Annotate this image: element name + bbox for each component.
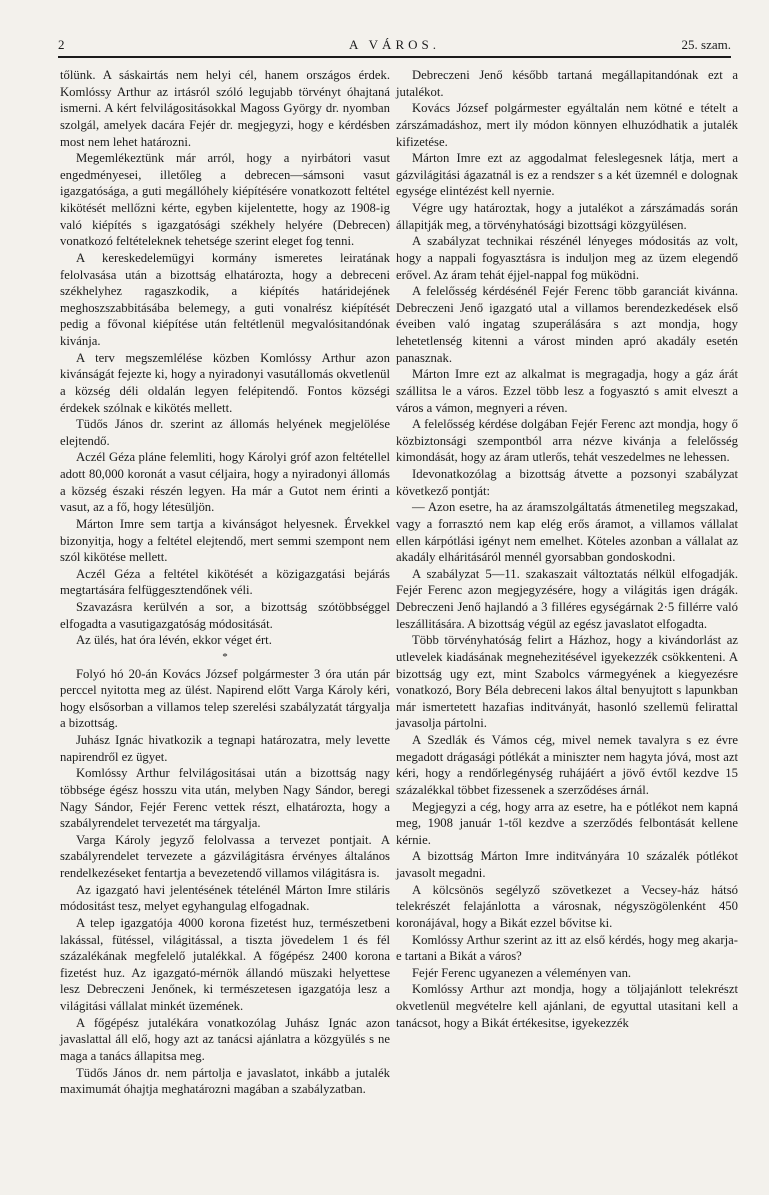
left-paragraph: Juhász Ignác hivatkozik a tegnapi határozatra, mely levette napirendről ez ügyet. xyxy=(60,733,390,764)
right-paragraph: Több törvényhatóság felirt a Házhoz, hogy a kivándorlást az utlevelek kiadásának megnehezitésével igyekezzék csökkenteni. A bizottság ugy ezt, mint Szabolcs vármegyének a kiegyezésre vonatkozó, Bory Béla debreceni lakos által benyujtott s lapunkban már ismertetett hazafias inditványát, hasonló szellemü felirattal javasolja pártolni. xyxy=(396,633,738,731)
right-paragraph: Debreczeni Jenő később tartaná megállapitandónak ezt a jutalékot. xyxy=(396,68,738,99)
issue-number: 25. szam. xyxy=(681,37,731,52)
left-paragraph: A főgépész jutalékára vonatkozólag Juhász Ignác azon javaslattal áll elő, hogy azt az tanácsi ajánlatra a közgyülés s ne maga a tanács állapitsa meg. xyxy=(60,1015,390,1063)
right-paragraph: Végre ugy határoztak, hogy a jutalékot a zárszámadás során állapitják meg, a törvényhatósági bizottsági közgyülésen. xyxy=(396,201,738,232)
right-paragraph: A felelősség kérdésénél Fejér Ferenc több garanciát kivánna. Debreczeni Jenő igazgató utal a villamos berendezkedések első éveiben való ingatag szuperálására s azt mondja, hogy lehetetlenség kitenni a várost minden apró akadály esetén panasznak. xyxy=(396,284,738,365)
left-paragraph: Megemlékeztünk már arról, hogy a nyirbátori vasut engedményesei, illetőleg a debrecen—sámsoni vasut igazgatósága, a guti megállóhely kiépítésére vonatkozott feltétel kikötését mellőzni kérte, egyben kijelentette, hogy az 1908-ig való kiépítés s igazgatósági székhely helyére (Debrecen) vonatkozó feltételeknek tehetsége szerint eleget fog tenni. xyxy=(60,151,390,249)
left-paragraph: A telep igazgatója 4000 korona fizetést huz, természetbeni lakással, fütéssel, világitással, a tiszta jövedelem 1 és fél százalékának megfelelő jutalékkal. A főgépész 2400 korona fizetést huz. Az igazgató-mérnök állandó müszaki helyettese lesz Debreczeni Jenőnek, ki természetesen igazgatója lesz a világitási vállalat minkét üzemének. xyxy=(60,915,390,1013)
left-paragraph: A kereskedelemügyi kormány ismeretes leiratának felolvasása után a bizottság elhatározta, hogy a debreceni székhelyhez ragaszkodik, a kiépítés határidejének meghoszszabbitásába belemegy, a guti vonalrész kiépítését pedig a fővonal kiépítése után feltétlenül megvalósitandónak kivánja. xyxy=(60,250,390,348)
left-paragraph: Az igazgató havi jelentésének tételénél Márton Imre stiláris módositást tesz, melyet egyhangulag elfogadnak. xyxy=(60,882,390,914)
left-paragraph: Tüdős János dr. nem pártolja e javaslatot, inkább a jutalék maximumát óhajtja meghatározni magában a szabályzatban. xyxy=(60,1065,390,1097)
right-paragraph: Megjegyzi a cég, hogy arra az esetre, ha e pótlékot nem kapná meg, 1908 január 1-től kezdve a szerződés felbontását kellene kérnie. xyxy=(396,799,738,847)
right-paragraph: A kölcsönös segélyző szövetkezet a Vecsey-ház hátsó telekrészét felajánlotta a városnak, négyszögölenként 450 koronájával, hogy a Bikát ezzel bővitse ki. xyxy=(396,882,738,930)
page-number: 2 xyxy=(58,37,65,52)
right-paragraph: Komlóssy Arthur szerint az itt az első kérdés, hogy meg akarja-e tartani a Bikát a város? xyxy=(396,932,738,964)
right-paragraph: — Azon esetre, ha az áramszolgáltatás átmenetileg megszakad, vagy a forrasztó nem kap elég erős áramot, a villamos vállalat ellen kárpótlási igényt nem emelhet. Köteles azonban a vállalat az akadály elháritásáról mennél gyorsabban gondoskodni. xyxy=(396,500,738,565)
header-rule xyxy=(58,56,731,58)
left-paragraph: Márton Imre sem tartja a kivánságot helyesnek. Érvekkel bizonyitja, hogy a feltétel elejtendő, mert semmi szempont nem szól kikötése mellett. xyxy=(60,516,390,565)
left-paragraph: Aczél Géza a feltétel kikötését a közigazgatási bejárás megtartására felfüggesztendőnek véli. xyxy=(60,566,390,598)
page-header xyxy=(58,37,731,57)
right-paragraph: Kovács József polgármester egyáltalán nem kötné e tételt a zárszámadáshoz, mert ily módon könnyen elhuzódhatik a jutalék kifizetése. xyxy=(396,101,738,149)
left-paragraph: tőlünk. A sáskairtás nem helyi cél, hanem országos érdek. Komlóssy Arthur az irtásról szóló legujabb törvényt óhajtaná ismerni. A kért felvilágositásokkal Magoss György dr. nyomban szolgál, amelyek dacára Fejér dr. megjegyzi, hogy e kérdésben most nem lehet határozni. xyxy=(60,68,390,149)
left-paragraph: Folyó hó 20-án Kovács József polgármester 3 óra után pár perccel nyitotta meg az ülést. Napirend előtt Varga Károly kéri, hogy elsősorban a villamos telep szerelési szabályzatát tárgyalja a bizottság. xyxy=(60,666,390,731)
newspaper-title: A VÁROS. xyxy=(348,37,440,52)
left-paragraph: Varga Károly jegyző felolvassa a tervezet pontjait. A szabályrendelet tervezete a gázvilágitásra érvényes általános rendelkezéseket fentartja a bevezetendő villamos világitásra is. xyxy=(60,832,390,880)
right-paragraph: Márton Imre ezt az aggodalmat feleslegesnek látja, mert a gázvilágitási ágazatnál is ez a rendszer s a két üzemnél e dolognak egysége elintézést kell nyernie. xyxy=(396,151,738,199)
left-paragraph: Aczél Géza pláne felemliti, hogy Károlyi gróf azon feltétellel adott 80,000 koronát a vasut céljaira, hogy a nyiradonyi állomás a község északi részén legyen. Ha már a Gutot nem érinti a vasut, az a fő, hogy létesüljön. xyxy=(60,450,390,515)
right-paragraph: A szabályzat 5—11. szakaszait változtatás nélkül elfogadják. Fejér Ferenc azon megjegyzésére, hogy a világitás igen drágák. Debreczeni Jenő hajlandó a 3 filléres egységárnak 2·5 fillérre való leszállitására. A bizottság végül az egész javaslatot elfogadta. xyxy=(396,566,738,631)
right-paragraph: A Szedlák és Vámos cég, mivel nemek tavalyra s ez évre megadott drágasági pótlékát a miniszter nem hagyta jóvá, most azt kéri, hogy a rendőrlegénység ruhájáért a jövő évtől kezdve 15 százalékkal többet fizessenek a szerződéses árnál. xyxy=(396,733,738,797)
right-paragraph: Fejér Ferenc ugyanezen a véleményen van. xyxy=(412,965,632,980)
right-paragraph: A felelősség kérdése dolgában Fejér Ferenc azt mondja, hogy ő közbiztonsági szempontból arra nézve kivánja a felelősség kimondását, hogy az áram utlerős, tehát veszedelmes ne lehessen. xyxy=(396,417,738,465)
left-paragraph: Tüdős János dr. szerint az állomás helyének megjelölése elejtendő. xyxy=(60,417,390,448)
right-paragraph: A szabályzat technikai részénél lényeges módositás az volt, hogy a nappali fogyasztásra is induljon meg az üzem elegendő erővel. Az áram tehát éjjel-nappal fog müködni. xyxy=(396,234,738,282)
left-paragraph: Komlóssy Arthur felvilágositásai után a bizottság nagy többsége égész hosszu vita után, melyben Nagy Sándor, beregi Nagy Sándor, Fejér Ferenc vettek részt, elhatározta, hogy a szabályrendelet tervezetét ma tárgyalja. xyxy=(60,766,390,831)
left-paragraph: Az ülés, hat óra lévén, ekkor véget ért. xyxy=(76,633,272,648)
left-paragraph: A terv megszemlélése közben Komlóssy Arthur azon kivánságát fejezte ki, hogy a nyiradonyi vasutállomás okvetlenül a község déli oldalán legyen felépitendő. Fontos községi érdekek szólnak e kikötés mellett. xyxy=(60,350,390,415)
left-paragraph: Szavazásra kerülvén a sor, a bizottság szótöbbséggel elfogadta a vasutigazgatóság módositását. xyxy=(60,600,390,631)
right-paragraph: Márton Imre ezt az alkalmat is megragadja, hogy a gáz árát szállitsa le a város. Ezzel több lesz a fogyasztó s amit elveszt a város a vámon, megnyeri a réven. xyxy=(396,367,738,415)
right-paragraph: Idevonatkozólag a bizottság átvette a pozsonyi szabályzat következő pontját: xyxy=(396,467,738,498)
right-paragraph: Komlóssy Arthur azt mondja, hogy a töljajánlott telekrészt okvetlenül megvételre kell ajánlani, de egyuttal utasitani kell a tanácsot, hogy a Bikát értékesitse, igyekezzék xyxy=(396,982,738,1030)
right-column xyxy=(396,67,738,1031)
left-column xyxy=(60,67,390,1098)
right-paragraph: A bizottság Márton Imre inditványára 10 százalék pótlékot javasolt megadni. xyxy=(396,849,738,880)
left-paragraph: * xyxy=(222,650,228,663)
